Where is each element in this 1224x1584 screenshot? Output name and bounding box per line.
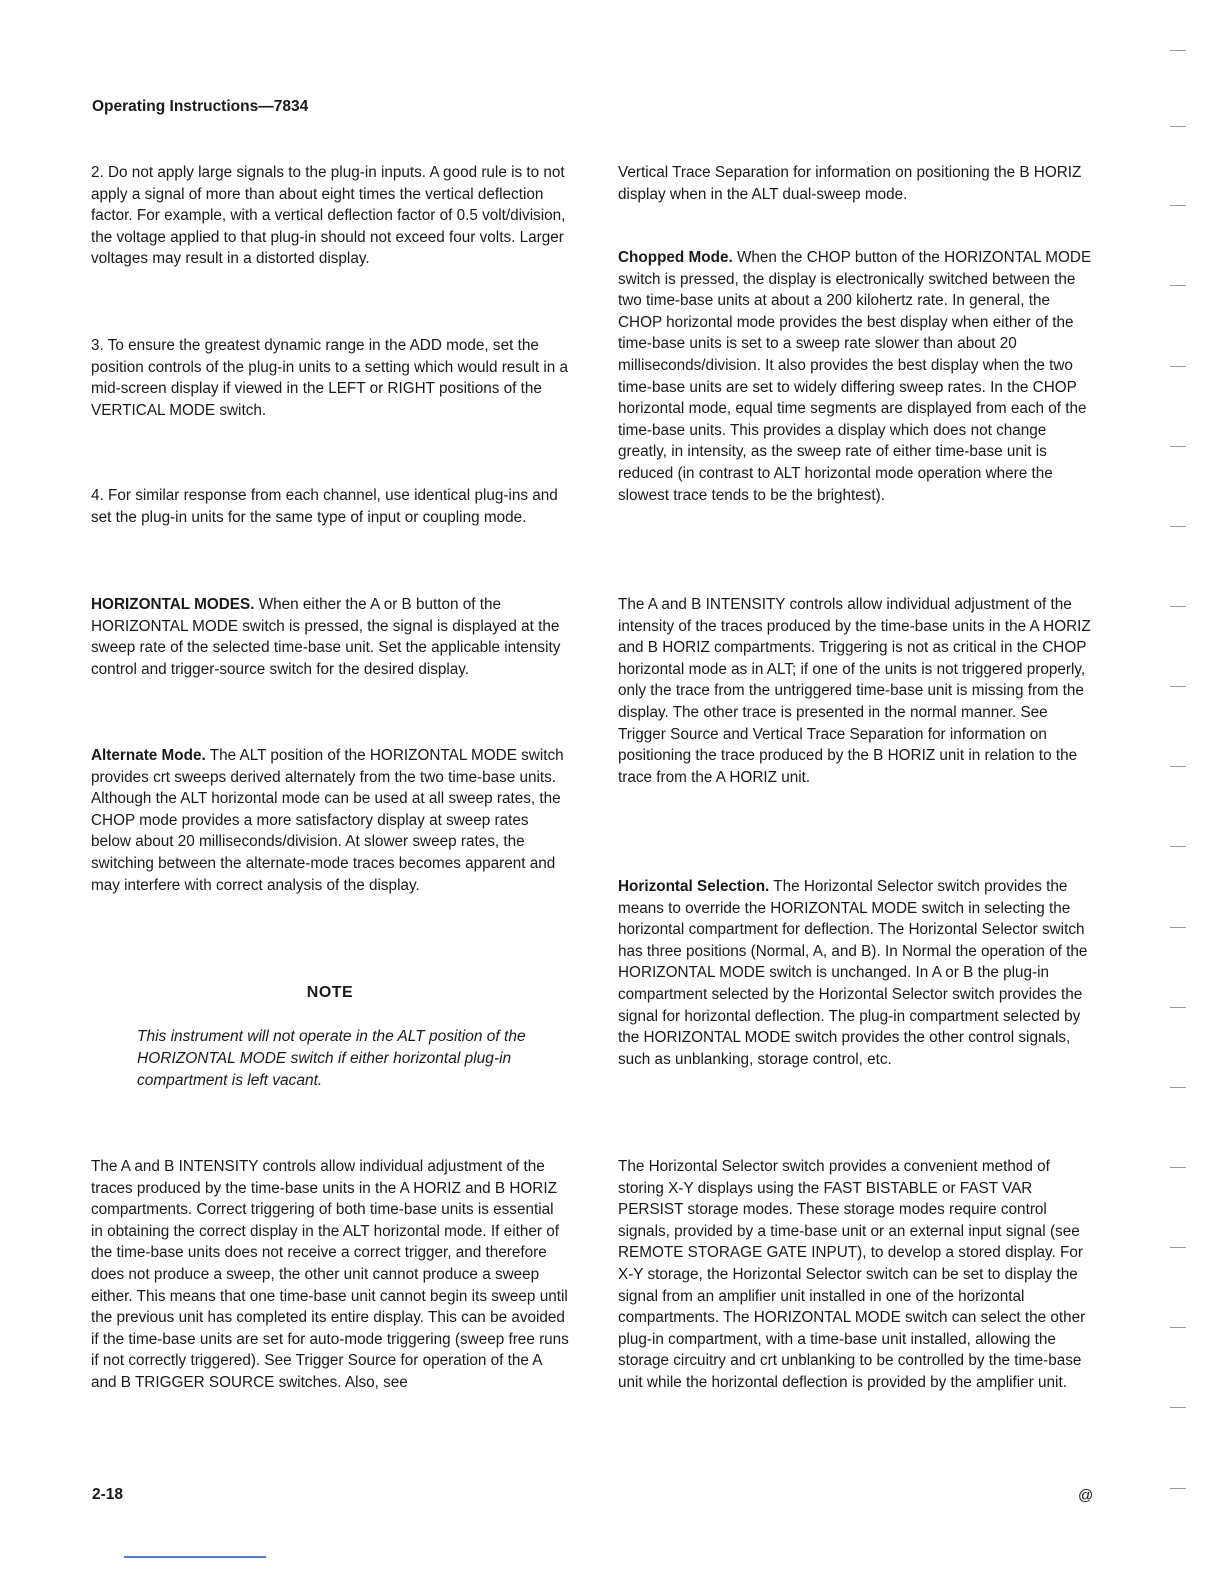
margin-tick [1170, 1087, 1186, 1088]
margin-tick [1170, 1407, 1186, 1408]
margin-tick [1170, 846, 1186, 847]
paragraph-text: The A and B INTENSITY controls allow individual adjustment of the traces produced by the time-base units in the A HORIZ and B HORIZ compartments. Correct triggering of both time-base units is essential in obtaining the correct display in the ALT horizontal mode. If either of the time-base units does not receive a correct trigger, and therefore does not produce a sweep, the other unit cannot produce a sweep either. This means that one time-base unit cannot begin its sweep until the previous unit has completed its entire display. This can be avoided if the time-base units are set for auto-mode triggering (sweep free runs if not correctly triggered). See Trigger Source for operation of the A and B TRIGGER SOURCE switches. Also, see [91, 1158, 569, 1391]
section-heading: HORIZONTAL MODES. [91, 596, 255, 613]
paragraph-text: 4. For similar response from each channel, use identical plug-ins and set the plug-in units for the same type of input or coupling mode. [91, 487, 558, 526]
paragraph-continued [618, 162, 1096, 205]
section-alternate-mode [91, 745, 569, 896]
section-horizontal-modes [91, 594, 569, 680]
margin-tick [1170, 366, 1186, 367]
section-text: The ALT position of the HORIZONTAL MODE switch provides crt sweeps derived alternately from the two time-base units. Although the ALT horizontal mode can be used at all sweep rates, the CHOP mode provides a more satisfactory display at sweep rates below about 20 milliseconds/division. At slower sweep rates, the switching between the alternate-mode traces becomes apparent and may interfere with correct analysis of the display. [91, 747, 564, 894]
page-number: 2-18 [92, 1486, 124, 1503]
paragraph-text: 3. To ensure the greatest dynamic range in the ADD mode, set the position controls of the plug-in units to a setting which would result in a mid-screen display if viewed in the LEFT or RIGHT positions of the VERTICAL MODE switch. [91, 337, 569, 419]
footer-mark: @ [1078, 1487, 1094, 1504]
margin-tick [1170, 606, 1186, 607]
note-text: This instrument will not operate in the ALT position of the HORIZONTAL MODE switch if either horizontal plug-in compartment is left vacant. [137, 1028, 526, 1089]
section-heading: Horizontal Selection. [618, 878, 770, 895]
margin-tick [1170, 927, 1186, 928]
note-heading: NOTE [306, 984, 354, 1001]
section-text: When the CHOP button of the HORIZONTAL MODE switch is pressed, the display is electronically switched between the two time-base units at about a 200 kilohertz rate. In general, the CHOP horizontal mode provides the best display when either of the time-base units is set to a sweep rate slower than about 20 milliseconds/division. It also provides the best display when the two time-base units are set to widely differing sweep rates. In the CHOP horizontal mode, equal time segments are displayed from each of the time-base units. This provides a display which does not change greatly, in intensity, as the sweep rate of either time-base unit is reduced (in contrast to ALT horizontal mode operation where the slowest trace tends to be the brightest). [618, 249, 1092, 504]
paragraph-intensity-alt [91, 1156, 569, 1394]
section-text: The Horizontal Selector switch provides the means to override the HORIZONTAL MODE switch in selecting the horizontal compartment for deflection. The Horizontal Selector switch has three positions (Normal, A, and B). In Normal the operation of the HORIZONTAL MODE switch is unchanged. In A or B the plug-in compartment selected by the Horizontal Selector switch provides the signal for horizontal deflection. The plug-in compartment selected by the HORIZONTAL MODE switch provides the other control signals, such as unblanking, storage control, etc. [618, 878, 1088, 1068]
paragraph-text: The Horizontal Selector switch provides a convenient method of storing X-Y displays using the FAST BISTABLE or FAST VAR PERSIST storage modes. These storage modes require control signals, provided by a time-base unit or an external input signal (see REMOTE STORAGE GATE INPUT), to develop a stored display. For X-Y storage, the Horizontal Selector switch can be set to display the signal from an amplifier unit installed in one of the horizontal compartments. The HORIZONTAL MODE switch can select the other plug-in compartment, with a time-base unit installed, allowing the storage circuitry and crt unblanking to be controlled by the time-base unit while the horizontal deflection is provided by the amplifier unit. [618, 1158, 1086, 1391]
section-text: When either the A or B button of the HORIZONTAL MODE switch is pressed, the signal is displayed at the sweep rate of the selected time-base unit. Set the applicable intensity control and trigger-source switch for the desired display. [91, 596, 561, 678]
paragraph-text: 2. Do not apply large signals to the plug-in inputs. A good rule is to not apply a signal of more than about eight times the vertical deflection factor. For example, with a vertical deflection factor of 0.5 volt/division, the voltage applied to that plug-in should not exceed four volts. Larger voltages may result in a distorted display. [91, 164, 566, 268]
section-heading: Chopped Mode. [618, 249, 733, 266]
margin-tick [1170, 446, 1186, 447]
section-chopped-mode [618, 247, 1096, 506]
margin-tick [1170, 1007, 1186, 1008]
paragraph-item-2 [91, 162, 569, 270]
margin-tick [1170, 126, 1186, 127]
paragraph-item-4 [91, 485, 569, 528]
margin-tick [1170, 1327, 1186, 1328]
page-header-title: Operating Instructions—7834 [92, 98, 309, 115]
paragraph-text: The A and B INTENSITY controls allow individual adjustment of the intensity of the traces produced by the time-base units in the A HORIZ and B HORIZ compartments. Triggering is not as critical in the CHOP horizontal mode as in ALT; if one of the units is not triggered properly, only the trace from the untriggered time-base unit is missing from the display. The other trace is presented in the normal manner. See Trigger Source and Vertical Trace Separation for information on positioning the trace produced by the B HORIZ unit in relation to the trace from the A HORIZ unit. [618, 596, 1091, 786]
paragraph-intensity-chop [618, 594, 1096, 788]
margin-tick [1170, 766, 1186, 767]
margin-tick [1170, 1167, 1186, 1168]
margin-tick [1170, 50, 1186, 51]
paragraph-item-3 [91, 335, 569, 421]
paragraph-text: Vertical Trace Separation for information on positioning the B HORIZ display when in the ALT dual-sweep mode. [618, 164, 1082, 203]
margin-tick [1170, 526, 1186, 527]
section-horizontal-selection [618, 876, 1096, 1070]
scan-artifact-line [124, 1556, 266, 1558]
margin-tick [1170, 285, 1186, 286]
section-heading: Alternate Mode. [91, 747, 206, 764]
margin-tick [1170, 686, 1186, 687]
margin-tick [1170, 205, 1186, 206]
margin-tick [1170, 1247, 1186, 1248]
paragraph-xy-storage [618, 1156, 1096, 1394]
margin-tick [1170, 1488, 1186, 1489]
